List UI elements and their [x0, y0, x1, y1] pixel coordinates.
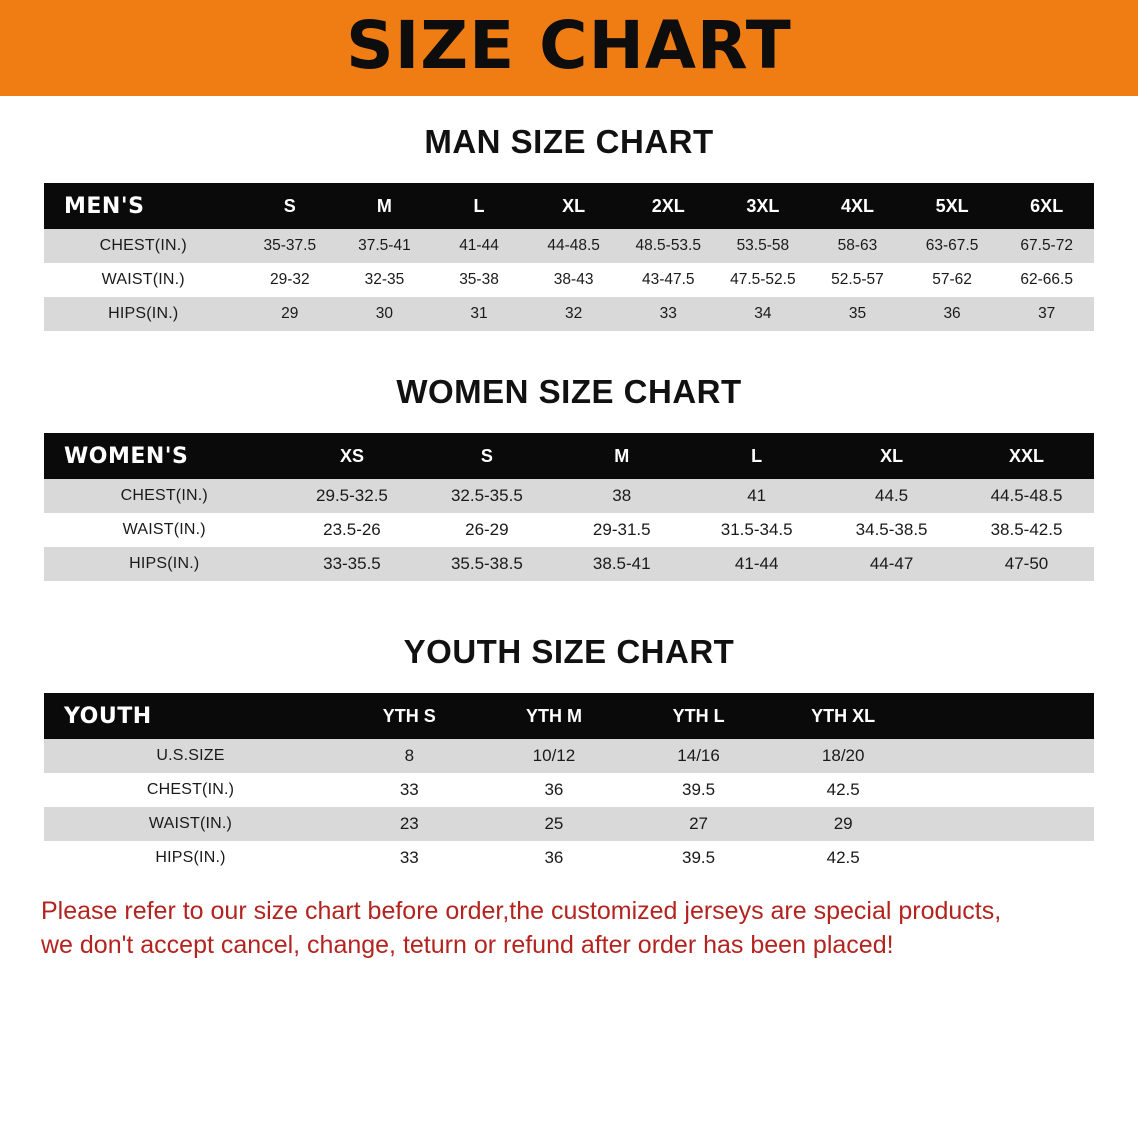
- table-row: [44, 297, 1094, 331]
- women-hips-xs: 33-35.5: [285, 547, 420, 581]
- youth-row-label-ussize: U.S.SIZE: [44, 739, 337, 773]
- women-size-table-wrapper: [44, 433, 1094, 581]
- man-col-5: 2XL: [651, 195, 685, 216]
- man-col-4: XL: [562, 195, 586, 216]
- youth-col-1: YTH S: [382, 705, 436, 726]
- youth-size-table: [44, 693, 1094, 875]
- man-section-heading: MAN SIZE CHART: [424, 123, 714, 160]
- youth-corner-label: YOUTH: [64, 703, 152, 729]
- man-hips-l: 31: [432, 297, 527, 331]
- man-col-1: S: [283, 195, 296, 216]
- women-chest-xs: 29.5-32.5: [285, 479, 420, 513]
- youth-hips-m: 36: [482, 841, 627, 875]
- man-row-label-waist: WAIST(IN.): [44, 263, 243, 297]
- man-waist-4xl: 52.5-57: [810, 263, 905, 297]
- youth-chest-xl: 42.5: [771, 773, 916, 807]
- disclaimer-note: [41, 895, 1097, 963]
- youth-col-4: YTH XL: [811, 705, 876, 726]
- youth-chest-spacer: [916, 773, 1095, 807]
- youth-chest-s: 33: [337, 773, 482, 807]
- women-row-label-waist: WAIST(IN.): [44, 513, 285, 547]
- youth-chest-m: 36: [482, 773, 627, 807]
- man-col-6: 3XL: [746, 195, 780, 216]
- man-chest-5xl: 63-67.5: [905, 229, 1000, 263]
- man-row-label-chest: CHEST(IN.): [44, 229, 243, 263]
- women-chest-xl: 44.5: [824, 479, 959, 513]
- man-waist-s: 29-32: [243, 263, 338, 297]
- women-chest-xxl: 44.5-48.5: [959, 479, 1094, 513]
- youth-waist-xl: 29: [771, 807, 916, 841]
- man-chest-s: 35-37.5: [243, 229, 338, 263]
- youth-ussize-xl: 18/20: [771, 739, 916, 773]
- man-chest-6xl: 67.5-72: [999, 229, 1094, 263]
- youth-ussize-s: 8: [337, 739, 482, 773]
- youth-ussize-m: 10/12: [482, 739, 627, 773]
- women-hips-xl: 44-47: [824, 547, 959, 581]
- man-hips-6xl: 37: [999, 297, 1094, 331]
- man-waist-5xl: 57-62: [905, 263, 1000, 297]
- table-row: [44, 263, 1094, 297]
- man-col-8: 5XL: [935, 195, 969, 216]
- man-hips-5xl: 36: [905, 297, 1000, 331]
- youth-col-2: YTH M: [525, 705, 582, 726]
- man-corner-label: MEN'S: [64, 193, 145, 219]
- man-col-9: 6XL: [1030, 195, 1064, 216]
- women-waist-m: 29-31.5: [554, 513, 689, 547]
- table-row: [44, 229, 1094, 263]
- women-chest-s: 32.5-35.5: [419, 479, 554, 513]
- youth-hips-xl: 42.5: [771, 841, 916, 875]
- table-row: [44, 513, 1094, 547]
- table-row: [44, 841, 1094, 875]
- man-waist-2xl: 43-47.5: [621, 263, 716, 297]
- women-row-label-hips: HIPS(IN.): [44, 547, 285, 581]
- women-row-label-chest: CHEST(IN.): [44, 479, 285, 513]
- man-chest-2xl: 48.5-53.5: [621, 229, 716, 263]
- man-col-2: M: [376, 195, 392, 216]
- man-waist-6xl: 62-66.5: [999, 263, 1094, 297]
- youth-waist-spacer: [916, 807, 1095, 841]
- youth-col-spacer: [916, 693, 1095, 739]
- youth-ussize-l: 14/16: [626, 739, 771, 773]
- table-header-row: [44, 183, 1094, 229]
- man-hips-m: 30: [337, 297, 432, 331]
- man-chest-4xl: 58-63: [810, 229, 905, 263]
- disclaimer-line-1: Please refer to our size chart before order,the customized jerseys are special products,: [41, 897, 1002, 925]
- youth-waist-m: 25: [482, 807, 627, 841]
- youth-hips-spacer: [916, 841, 1095, 875]
- man-col-7: 4XL: [840, 195, 874, 216]
- man-waist-3xl: 47.5-52.5: [716, 263, 811, 297]
- table-header-row: [44, 693, 1094, 739]
- table-row: [44, 739, 1094, 773]
- women-section-heading: WOMEN SIZE CHART: [396, 373, 742, 410]
- page-banner: [0, 0, 1138, 96]
- women-waist-xxl: 38.5-42.5: [959, 513, 1094, 547]
- youth-row-label-waist: WAIST(IN.): [44, 807, 337, 841]
- table-row: [44, 547, 1094, 581]
- table-row: [44, 479, 1094, 513]
- youth-row-label-hips: HIPS(IN.): [44, 841, 337, 875]
- women-col-6: XXL: [1009, 445, 1045, 466]
- women-waist-s: 26-29: [419, 513, 554, 547]
- man-hips-2xl: 33: [621, 297, 716, 331]
- man-waist-xl: 38-43: [526, 263, 621, 297]
- women-hips-xxl: 47-50: [959, 547, 1094, 581]
- man-size-table: [44, 183, 1094, 331]
- youth-ussize-spacer: [916, 739, 1095, 773]
- youth-size-table-wrapper: [44, 693, 1094, 875]
- youth-hips-s: 33: [337, 841, 482, 875]
- man-hips-s: 29: [243, 297, 338, 331]
- women-chest-m: 38: [554, 479, 689, 513]
- man-hips-4xl: 35: [810, 297, 905, 331]
- women-col-3: M: [614, 445, 630, 466]
- man-size-table-wrapper: [44, 183, 1094, 331]
- youth-waist-l: 27: [626, 807, 771, 841]
- women-size-table: [44, 433, 1094, 581]
- man-waist-l: 35-38: [432, 263, 527, 297]
- women-hips-l: 41-44: [689, 547, 824, 581]
- women-col-1: XS: [339, 445, 364, 466]
- women-corner-label: WOMEN'S: [64, 443, 189, 469]
- women-hips-m: 38.5-41: [554, 547, 689, 581]
- women-col-4: L: [751, 445, 763, 466]
- youth-section-heading: YOUTH SIZE CHART: [403, 633, 735, 670]
- table-header-row: [44, 433, 1094, 479]
- table-row: [44, 773, 1094, 807]
- women-col-5: XL: [880, 445, 904, 466]
- women-waist-l: 31.5-34.5: [689, 513, 824, 547]
- youth-hips-l: 39.5: [626, 841, 771, 875]
- women-waist-xs: 23.5-26: [285, 513, 420, 547]
- women-col-2: S: [480, 445, 493, 466]
- women-waist-xl: 34.5-38.5: [824, 513, 959, 547]
- man-hips-3xl: 34: [716, 297, 811, 331]
- man-row-label-hips: HIPS(IN.): [44, 297, 243, 331]
- man-waist-m: 32-35: [337, 263, 432, 297]
- man-col-3: L: [473, 195, 485, 216]
- youth-col-3: YTH L: [672, 705, 725, 726]
- women-hips-s: 35.5-38.5: [419, 547, 554, 581]
- man-chest-xl: 44-48.5: [526, 229, 621, 263]
- youth-row-label-chest: CHEST(IN.): [44, 773, 337, 807]
- youth-chest-l: 39.5: [626, 773, 771, 807]
- women-chest-l: 41: [689, 479, 824, 513]
- man-chest-m: 37.5-41: [337, 229, 432, 263]
- youth-waist-s: 23: [337, 807, 482, 841]
- man-hips-xl: 32: [526, 297, 621, 331]
- man-chest-l: 41-44: [432, 229, 527, 263]
- table-row: [44, 807, 1094, 841]
- page-title: SIZE CHART: [346, 7, 792, 84]
- man-chest-3xl: 53.5-58: [716, 229, 811, 263]
- disclaimer-line-2: we don't accept cancel, change, teturn or refund after order has been placed!: [41, 930, 894, 959]
